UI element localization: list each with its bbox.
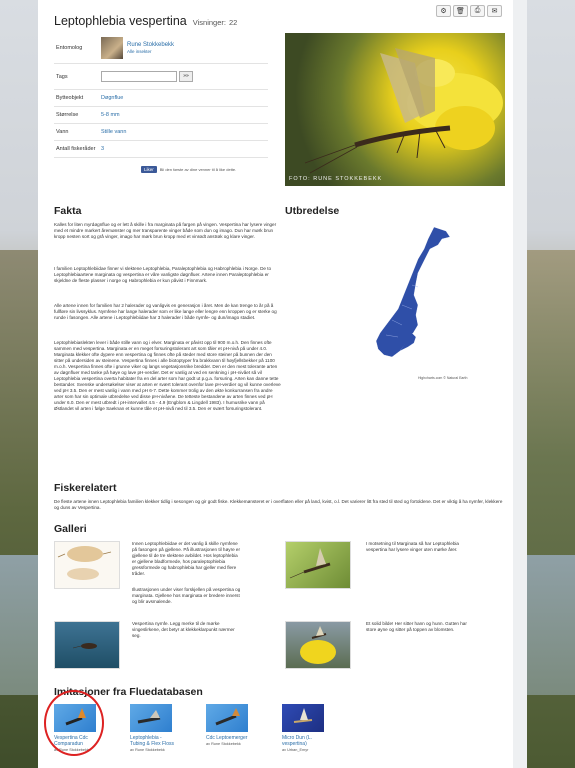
- entomolog-name-link[interactable]: Rune Stokkebekk: [127, 42, 175, 48]
- bytteobjekt-link[interactable]: Døgnflue: [101, 95, 124, 101]
- entomolog-label: Entomolog: [56, 45, 83, 51]
- gallery-text: Et solid bilde! Her sitter hann og hunn. Gutten har store øyne og sitter på toppen av blomsten.: [366, 621, 467, 632]
- storrelse-label: Størrelse: [56, 112, 79, 118]
- fiskerader-label: Antall fiskeråder: [56, 146, 96, 152]
- info-row-fiskerader: [54, 141, 268, 158]
- imitation-title-link[interactable]: Vespertina Cdc Comparadun: [54, 735, 88, 747]
- gills-illustration: [55, 542, 119, 588]
- photo-caption: FOTO: RUNE STOKKEBEKK: [289, 176, 383, 182]
- fiskerelatert-heading: Fiskerelatert: [54, 482, 117, 494]
- info-row-entomolog: [54, 33, 268, 64]
- toolbar: [436, 5, 502, 17]
- gallery-thumb-adult[interactable]: [285, 541, 351, 589]
- fakta-paragraph: Kalles for liten myrdøgnflue og er lett å skille i fra marginata på fargen på vingen. Vespertina har lysere vinger med et mindre markert åremønster og mer transparente vinger både som dun og imago. Dun har mørk brun kropp nesten sort og grå vinger, imago har mørk brun kropp med et vinrødt anstrøk og klare vinger.: [54, 222, 277, 239]
- fly-image: [130, 704, 172, 732]
- imitation-author: av Rune Stokkebekk: [130, 748, 165, 752]
- info-row-storrelse: [54, 107, 268, 124]
- fakta-heading: Fakta: [54, 205, 82, 217]
- gallery-text: Illustrasjonen under viser forskjellen på vespertina og marginata. Gjellene hos marginata er bredere innerst og blir avsmalende.: [132, 587, 241, 604]
- imitation-title-link[interactable]: Leptophlebia - Tubing & Flex Floss: [130, 735, 174, 747]
- norway-map-svg: [372, 225, 452, 365]
- hero-photo[interactable]: [285, 33, 505, 186]
- imitasjoner-heading: Imitasjoner fra Fluedatabasen: [54, 686, 203, 698]
- fly-image: [282, 704, 324, 732]
- title-row: [54, 14, 237, 28]
- fakta-paragraph: Alle artene innen for familien har 2 halerader og vanligvis en generasjon i året. Men de kan trenge to år på å fullføre sin livssyklus. Nymfene har lange halerader som er like lange eller lengre enn kroppen og er sterke og runde i fasongen. Alle artene i Leptophlebiidae har 3 halerader i både nymfe- og dun/imago stadiet.: [54, 303, 277, 320]
- imitation-author: av Rune Stokkebekk: [54, 748, 89, 752]
- fakta-paragraph: Leptophlebiaslekten lever i både stille vann og i elver. Marginata er påvist opp til 900 m.o.h. Den finnes ofte sammen med vespertina. Marginata er en meget forsuringstolerant art som tåler et pH-nivå på under 4.0. Marginata klekker ofte dypere enn vespertina og finnes ofte på steder med store steiner på bunnen der den sitter på undersiden av steinene. Vespertina finnes i alle biotoptyper fra brakkvann til høyfjellsbekker på 1100 m.o.h. Vespertina finnes ofte i grunne viker og langs vegetasjonsrike bredder. Den er den mest tolerante arten av døgnfluer med tanke på høye og lave pH-verdier. Det er vanlig at ved en senkning i pH-nivået så vil Leptophlebia vespertina overta habitater fra en del arter som har godt ut p.g.a. forsuring. Arten kan danne tette bestander. Svenske undersøkelser viser at arten er svært tolerant ovenfor lave pH-verdier og vil kunne overleve ved pH 3.5. Den er mest vanlig i vann med pH 6-7. Dette kommer trolig av den økte konkurransen fra andre arter som har sin optimale utbredelse ved disse pH-nivåene. De tetteste bestandene av arten finnes ved pH under 6.0. Den er mest utbredt i pH-intervallet 4.5 - 4.9 (Engblom & Lingdell 1983). I humusrike vann på Østlandet vil arten i følge Saeknan et kunne tåle et pH-nivå ned til 3.5. Den er svært forsuringstolerant.: [54, 340, 281, 411]
- galleri-heading: Galleri: [54, 523, 87, 535]
- imitation-title-link[interactable]: Micro Dun (L. vespertina): [282, 735, 313, 747]
- print-icon[interactable]: ⎙: [470, 5, 485, 17]
- views-label: Visninger:: [192, 18, 226, 27]
- mail-icon[interactable]: ✉: [487, 5, 502, 17]
- info-row-bytteobjekt: [54, 90, 268, 107]
- vann-link[interactable]: Stille vann: [101, 129, 127, 135]
- page-title: Leptophlebia vespertina: [54, 14, 187, 28]
- imitation-title-link[interactable]: Cdc Leptoemerger: [206, 735, 248, 741]
- vann-label: Vann: [56, 129, 69, 135]
- tags-label: Tags: [56, 73, 68, 80]
- highlight-circle-annotation: [44, 690, 104, 756]
- utbredelse-heading: Utbredelse: [285, 205, 340, 217]
- views-count: 22: [228, 18, 238, 27]
- storrelse-link[interactable]: 5-8 mm: [101, 112, 120, 118]
- imitation-author: av Rune Stokkebekk: [206, 742, 241, 746]
- facebook-like-button[interactable]: Liker: [141, 166, 157, 173]
- gallery-text: Innen Leptophlebiidae er det vanlig å skille nymfene på fasongen på gjellene. På illustrasjonen til høyre er gjellene til de tre slektene avbildet. Hos leptophlebia er gjellene bladformede, hos paraleptophlebia gressformede og habrophlebia har gjeller med flere tråder.: [132, 541, 241, 576]
- info-row-vann: [54, 124, 268, 141]
- gallery-thumb-gills[interactable]: [54, 541, 120, 589]
- facebook-like-text: Bli den første av dine venner til å like dette.: [159, 167, 237, 172]
- fly-thumb: [206, 704, 248, 732]
- fiskerelatert-text: De fleste artene innen Leptophlebia familien klekker tidlig i sesongen og gir godt fiske. Klekkemønsteret er i overflaten eller på land, kvist, o.l. Det varierer litt fra sted til sted og fortoldene. Det er viktig å ha nymfer, klekkere og duns av Vespertina.: [54, 499, 503, 510]
- imitation-author: av Urban_Emyr: [282, 748, 309, 752]
- side-strip: [513, 0, 527, 768]
- avatar[interactable]: [101, 37, 123, 59]
- fly-image: [206, 704, 248, 732]
- map-credit: Highcharts.com © Natural Earth: [418, 376, 468, 380]
- imitation-item[interactable]: [130, 704, 174, 752]
- fiskerader-link[interactable]: 3: [101, 146, 105, 152]
- fakta-paragraph: I familien Leptophlebiidae finner vi slektene Leptophlebia, Paraleptophlebia og Habrophlebia i Norge. De to Leptophlebiaartene marginata og vespertina er våre vanligste døgnfluer. Artene innen Paraleptophlebia er skjeldne de fleste plasser i norge og Habrophlebia er kun påvist i Finnmark.: [54, 266, 272, 283]
- adult-mayfly-photo: [286, 542, 350, 588]
- imitation-item[interactable]: [206, 704, 250, 746]
- nymph-photo: [55, 622, 119, 668]
- fly-thumb: [282, 704, 324, 732]
- info-row-tags: [54, 64, 268, 90]
- imitation-item[interactable]: [282, 704, 326, 752]
- add-tag-button[interactable]: »»: [179, 71, 193, 82]
- all-insects-link[interactable]: Alle insekter: [127, 49, 152, 54]
- facebook-like: [141, 166, 236, 173]
- flower-photo: [286, 622, 350, 668]
- fly-thumb: [130, 704, 172, 732]
- entomolog: [101, 37, 174, 59]
- info-table: [54, 33, 268, 158]
- gallery-text: I motsetning til Marginata så har Leptophlebia vespertina har lysere vinger uten mørke årer.: [366, 541, 459, 552]
- trash-icon[interactable]: 🗑: [453, 5, 468, 17]
- content-page: [38, 0, 513, 768]
- tags-input[interactable]: [101, 71, 177, 82]
- gallery-thumb-nymph[interactable]: [54, 621, 120, 669]
- mayfly-photo: [285, 33, 505, 186]
- gallery-text: Vespertina nymfe. Legg merke til de mørke vingeslirkene, det betyr at klekkeklarpunkt nærmer seg.: [132, 621, 235, 638]
- norway-map[interactable]: [372, 225, 452, 365]
- gear-icon[interactable]: ⚙: [436, 5, 451, 17]
- gallery-thumb-flower[interactable]: [285, 621, 351, 669]
- bytteobjekt-label: Bytteobjekt: [56, 95, 84, 101]
